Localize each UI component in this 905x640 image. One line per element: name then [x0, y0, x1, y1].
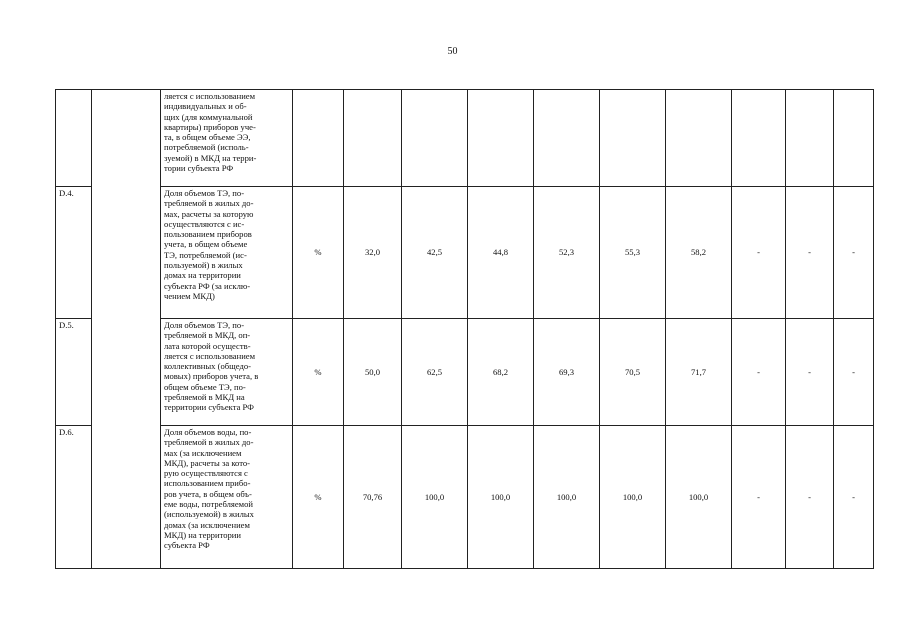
table-row — [56, 426, 874, 569]
row-code-cell: D.5. — [56, 319, 92, 426]
value-cell — [344, 90, 402, 187]
unit-cell: % — [293, 319, 344, 426]
value-cell — [468, 90, 534, 187]
table-row — [56, 187, 874, 319]
row-description-cell: Доля объемов ТЭ, по- требляемой в жилых до- мах, расчеты за которую осуществляются с ис- пользованием приборов учета, в общем объеме ТЭ, потребляемой (ис- пользуемой) в жилых домах на территории субъекта РФ (за исклю- чением МКД) — [161, 187, 293, 319]
row-code-cell: D.4. — [56, 187, 92, 319]
row-code-cell: D.6. — [56, 426, 92, 569]
row-description-cell: Доля объемов ТЭ, по- требляемой в МКД, оп- лата которой осуществ- ляется с использованием коллективных (общедо- мовых) приборов учета, в общем объеме ТЭ, по- требляемой в МКД на территории субъекта РФ — [161, 319, 293, 426]
unit-cell: % — [293, 187, 344, 319]
table-row — [56, 90, 874, 187]
value-cell — [732, 90, 786, 187]
value-cell: 62,5 — [402, 319, 468, 426]
value-cell — [600, 90, 666, 187]
value-cell: 55,3 — [600, 187, 666, 319]
value-cell: - — [834, 319, 874, 426]
indicators-table — [55, 89, 874, 569]
value-cell: 58,2 — [666, 187, 732, 319]
value-cell: 68,2 — [468, 319, 534, 426]
value-cell: 44,8 — [468, 187, 534, 319]
value-cell: - — [786, 426, 834, 569]
value-cell: - — [732, 426, 786, 569]
value-cell: - — [834, 426, 874, 569]
value-cell: 71,7 — [666, 319, 732, 426]
value-cell: 100,0 — [468, 426, 534, 569]
unit-cell: % — [293, 426, 344, 569]
value-cell: 100,0 — [600, 426, 666, 569]
row-description-cell: ляется с использованием индивидуальных и об- щих (для коммунальной квартиры) приборов уче- та, в общем объеме ЭЭ, потребляемой (исполь- зуемой) в МКД на терри- тории субъекта РФ — [161, 90, 293, 187]
value-cell — [402, 90, 468, 187]
value-cell: 50,0 — [344, 319, 402, 426]
value-cell: - — [834, 187, 874, 319]
value-cell: 100,0 — [534, 426, 600, 569]
value-cell: 100,0 — [666, 426, 732, 569]
table-row — [56, 319, 874, 426]
value-cell: 70,5 — [600, 319, 666, 426]
value-cell — [666, 90, 732, 187]
value-cell — [786, 90, 834, 187]
value-cell: 70,76 — [344, 426, 402, 569]
value-cell — [834, 90, 874, 187]
value-cell: - — [786, 187, 834, 319]
value-cell: - — [732, 187, 786, 319]
value-cell: 42,5 — [402, 187, 468, 319]
value-cell: - — [786, 319, 834, 426]
value-cell — [534, 90, 600, 187]
value-cell: - — [732, 319, 786, 426]
value-cell: 32,0 — [344, 187, 402, 319]
blank-column — [92, 90, 161, 569]
row-code-cell — [56, 90, 92, 187]
row-description-cell: Доля объемов воды, по- требляемой в жилых до- мах (за исключением МКД), расчеты за кото- рую осуществляются с использованием прибо- ров учета, в общем объ- еме воды, потребляемой (используемой) в жилых домах (за исключением МКД) на территории субъекта РФ — [161, 426, 293, 569]
unit-cell — [293, 90, 344, 187]
value-cell: 100,0 — [402, 426, 468, 569]
value-cell: 69,3 — [534, 319, 600, 426]
page-number: 50 — [447, 46, 458, 57]
value-cell: 52,3 — [534, 187, 600, 319]
